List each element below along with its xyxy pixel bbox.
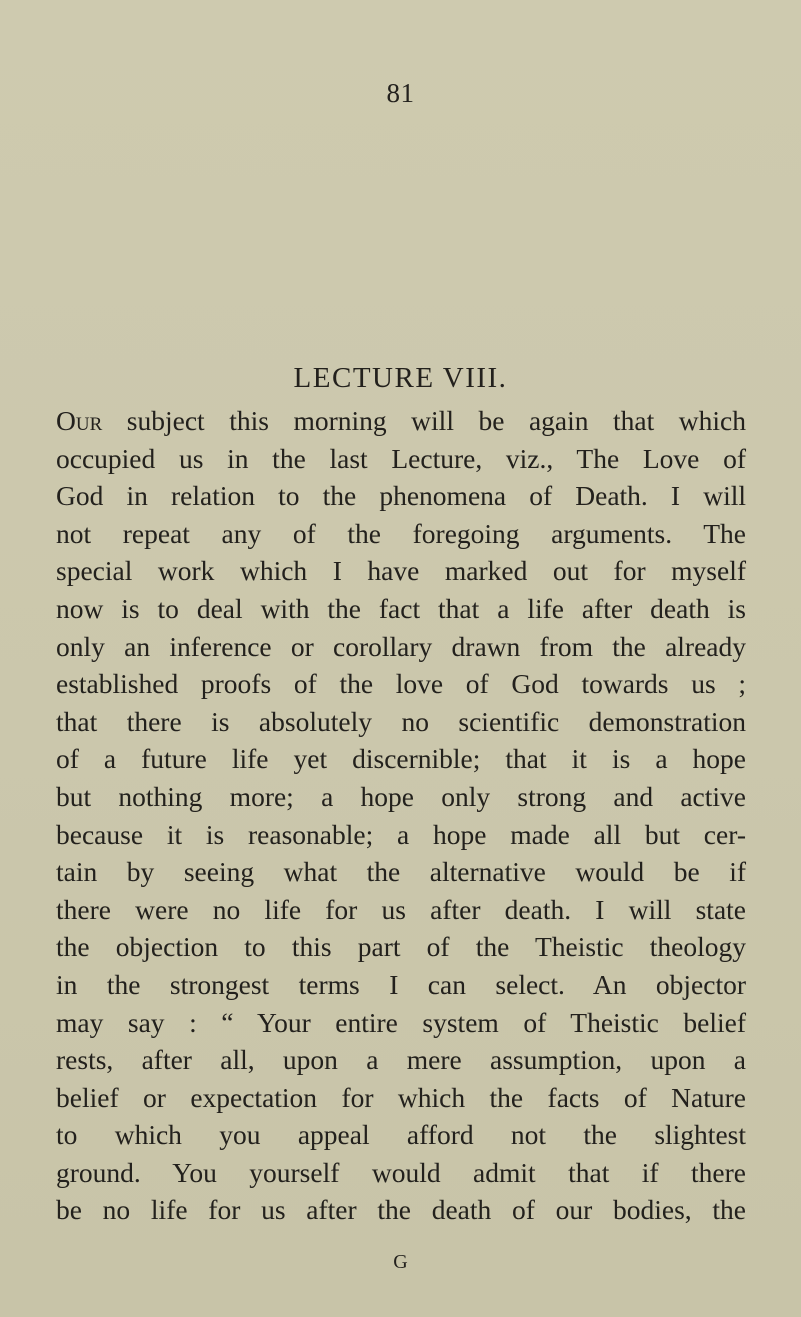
text-line-19: belief or expectation for which the facts of Nature [56, 1081, 746, 1113]
lecture-title: LECTURE VIII. [293, 362, 508, 394]
text-line-7: only an inference or corollary drawn from the already [56, 630, 746, 662]
text-line-20: to which you appeal afford not the slightest [56, 1119, 746, 1151]
text-line-15: the objection to this part of the Theistic theology [56, 931, 746, 963]
text-line-12: because it is reasonable; a hope made all but cer- [56, 818, 746, 850]
text-line-6: now is to deal with the fact that a life after death is [56, 592, 746, 624]
text-line-14: there were no life for us after death. I will state [56, 893, 746, 925]
text-line-1: Our subject this morning will be again that which [56, 405, 746, 436]
text-line-13: tain by seeing what the alternative would be if [56, 856, 746, 888]
signature-mark: G [393, 1251, 408, 1273]
text-line-11: but nothing more; a hope only strong and active [56, 780, 746, 812]
text-line-21: ground. You yourself would admit that if there [56, 1156, 746, 1188]
text-line-9: that there is absolutely no scientific demonstration [56, 705, 746, 737]
lecture-body-text [56, 402, 746, 1229]
text-line-16: in the strongest terms I can select. An objector [56, 968, 746, 1000]
text-line-18: rests, after all, upon a mere assumption, upon a [56, 1044, 746, 1076]
text-line-4: not repeat any of the foregoing arguments. The [56, 517, 746, 549]
text-line-3: God in relation to the phenomena of Death. I will [56, 480, 746, 512]
page-number: 81 [386, 78, 415, 108]
text-line-22: be no life for us after the death of our bodies, the [56, 1194, 746, 1226]
opening-word: Our [56, 405, 103, 436]
text-line-2: occupied us in the last Lecture, viz., The Love of [56, 442, 746, 474]
text-line-5: special work which I have marked out for myself [56, 555, 746, 587]
text-line-17: may say : “ Your entire system of Theistic belief [56, 1006, 746, 1038]
text-line-8: established proofs of the love of God towards us ; [56, 668, 746, 700]
text-line-10: of a future life yet discernible; that it is a hope [56, 743, 746, 775]
